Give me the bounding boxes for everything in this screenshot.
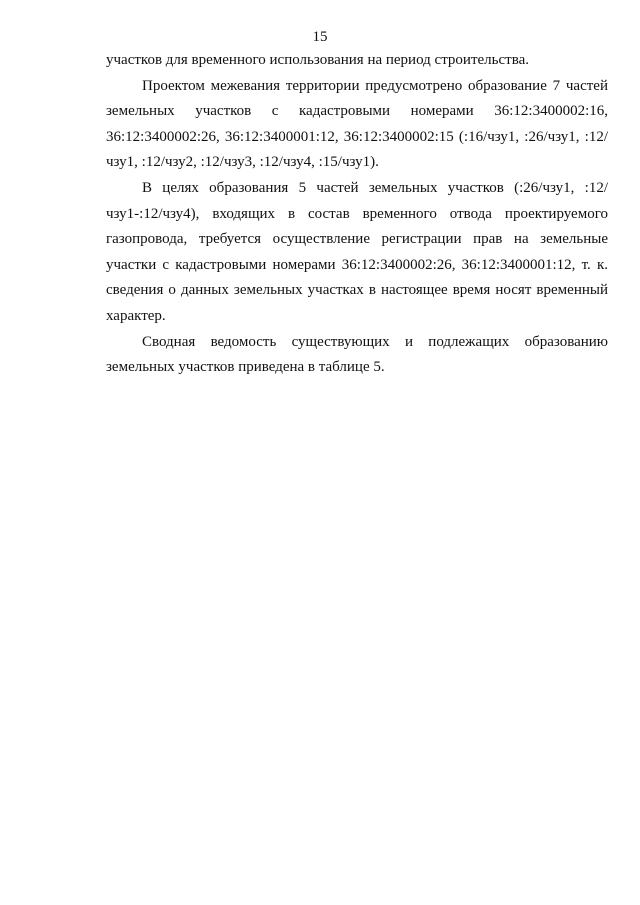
paragraph-land-survey-project: Проектом межевания территории предусмотрено образование 7 частей земельных участков с кадастровыми номерами 36:12:3400002:16, 36:12:3400002:26, 36:12:3400001:12, 36:12:3400002:15 (:16/чзу1, :26/чзу1, :12/чзу1, :12/чзу2, :12/чзу3, :12/чзу4, :15/чзу1). xyxy=(106,77,608,171)
paragraph-summary-reference: Сводная ведомость существующих и подлежащих образованию земельных участков приведена в таблице 5. xyxy=(106,333,608,376)
paragraph-continuation: участков для временного использования на период строительства. xyxy=(106,52,530,68)
paragraph-registration-rights: В целях образования 5 частей земельных участков (:26/чзу1, :12/чзу1-:12/чзу4), входящих в состав временного отвода проектируемого газопровода, требуется осуществление регистрации прав на земельные участки с кадастровыми номерами 36:12:3400002:26, 36:12:3400001:12, т. к. сведения о данных земельных участках в настоящее время носят временный характер. xyxy=(106,179,608,324)
document-body xyxy=(106,48,608,381)
page-number: 15 xyxy=(312,29,328,45)
